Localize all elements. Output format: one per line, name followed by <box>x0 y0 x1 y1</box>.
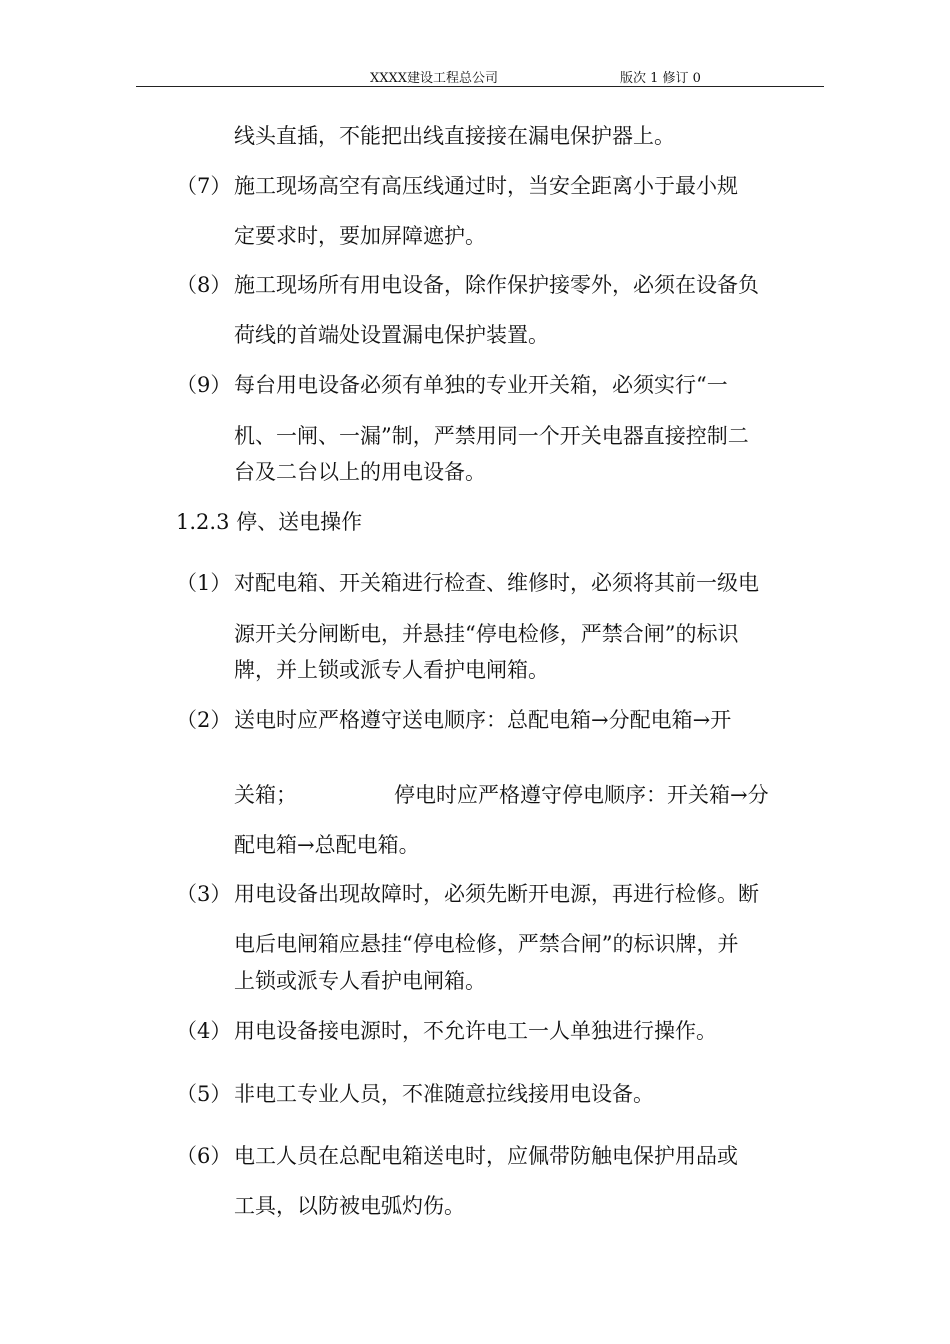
paragraph-line: 上锁或派专人看护电闸箱。 <box>234 969 486 993</box>
item-number: （4） <box>176 1019 232 1043</box>
item-number: （9） <box>176 373 232 397</box>
paragraph-line: 电后电闸箱应悬挂“停电检修，严禁合闸”的标识牌，并 <box>234 932 739 956</box>
paragraph-line: 源开关分闸断电，并悬挂“停电检修，严禁合闸”的标识 <box>234 622 739 646</box>
paragraph-line: 工具，以防被电弧灼伤。 <box>234 1194 465 1218</box>
item-number: （3） <box>176 882 232 906</box>
paragraph-line: 关箱； <box>234 783 297 807</box>
paragraph-line: 每台用电设备必须有单独的专业开关箱，必须实行“一 <box>234 373 728 397</box>
paragraph-line: 台及二台以上的用电设备。 <box>234 460 486 484</box>
paragraph-line: 送电时应严格遵守送电顺序：总配电箱→分配电箱→开 <box>234 708 732 732</box>
header-company: XXXX建设工程总公司 <box>370 71 499 86</box>
paragraph-line: 停电时应严格遵守停电顺序：开关箱→分 <box>394 783 769 807</box>
paragraph-line: 线头直插，不能把出线直接接在漏电保护器上。 <box>234 124 675 148</box>
paragraph-line: 机、一闸、一漏”制，严禁用同一个开关电器直接控制二 <box>234 424 749 448</box>
item-number: （8） <box>176 273 232 297</box>
item-number: （7） <box>176 174 232 198</box>
item-number: （1） <box>176 571 232 595</box>
paragraph-line: 施工现场高空有高压线通过时，当安全距离小于最小规 <box>234 174 738 198</box>
paragraph-line: 牌，并上锁或派专人看护电闸箱。 <box>234 658 549 682</box>
paragraph-line: 施工现场所有用电设备，除作保护接零外，必须在设备负 <box>234 273 759 297</box>
paragraph-line: 配电箱→总配电箱。 <box>234 833 420 857</box>
item-number: （5） <box>176 1082 232 1106</box>
paragraph-line: 非电工专业人员，不准随意拉线接用电设备。 <box>234 1082 654 1106</box>
section-heading: 1.2.3 停、送电操作 <box>176 510 363 534</box>
paragraph-line: 用电设备接电源时，不允许电工一人单独进行操作。 <box>234 1019 717 1043</box>
paragraph-line: 荷线的首端处设置漏电保护装置。 <box>234 323 549 347</box>
paragraph-line: 电工人员在总配电箱送电时，应佩带防触电保护用品或 <box>234 1144 738 1168</box>
paragraph-line: 定要求时，要加屏障遮护。 <box>234 224 486 248</box>
header-version: 版次 1 修订 0 <box>620 71 701 86</box>
paragraph-line: 用电设备出现故障时，必须先断开电源，再进行检修。断 <box>234 882 759 906</box>
item-number: （2） <box>176 708 232 732</box>
paragraph-line: 对配电箱、开关箱进行检查、维修时，必须将其前一级电 <box>234 571 759 595</box>
item-number: （6） <box>176 1144 232 1168</box>
page-header <box>136 64 824 87</box>
